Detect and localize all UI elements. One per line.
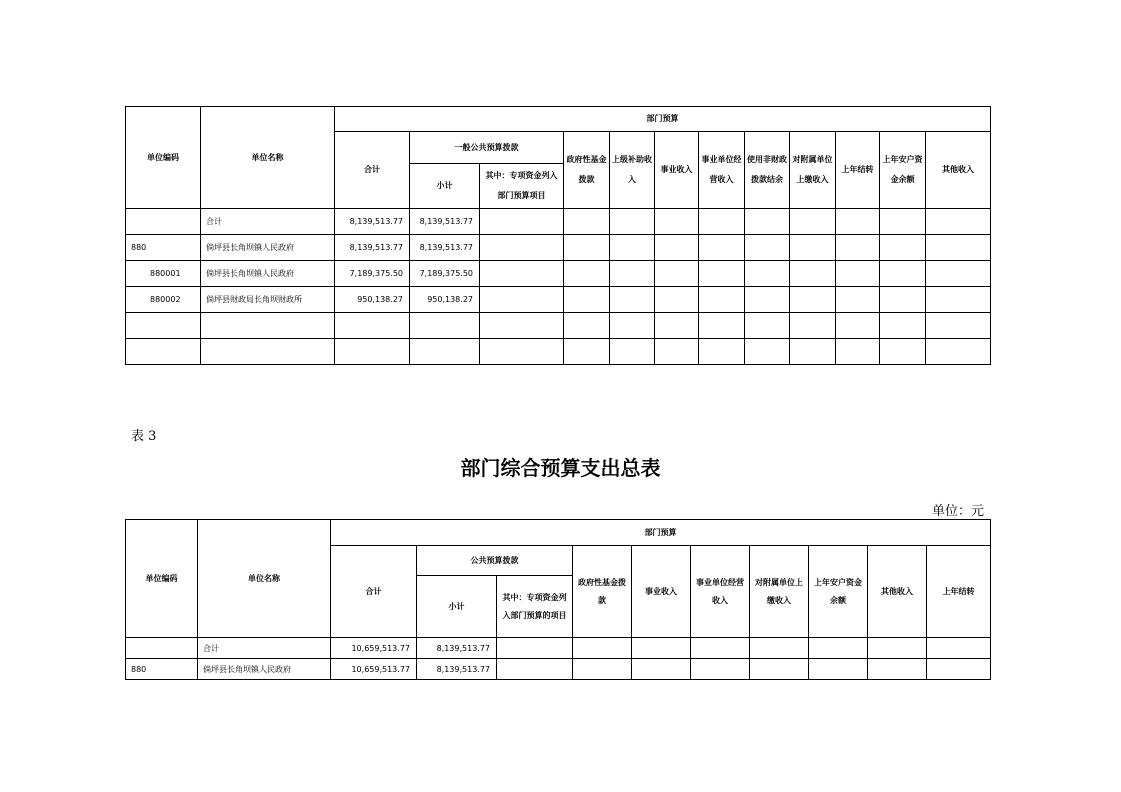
cell-name: 倘坪县长角坝镇人民政府 [201, 261, 335, 287]
cell-subtotal: 7,189,375.50 [410, 261, 480, 287]
cell-code: 880001 [126, 261, 201, 287]
header-total: 合计 [335, 132, 410, 209]
header-lower-units: 对附属单位上缴收入 [790, 132, 836, 209]
cell-total: 10,659,513.77 [331, 638, 417, 659]
cell-name: 合计 [198, 638, 331, 659]
header-carryover: 上年结转 [836, 132, 880, 209]
header-business-income: 事业收入 [632, 546, 691, 638]
header-carryover: 上年结转 [927, 546, 991, 638]
header-subtotal: 小计 [410, 164, 480, 209]
table-row [126, 261, 991, 287]
header-other-income: 其他收入 [868, 546, 927, 638]
header-dept-budget: 部门预算 [331, 520, 991, 546]
header-unit-name: 单位名称 [198, 520, 331, 638]
header-operating-income: 事业单位经营收入 [691, 546, 750, 638]
table-row [126, 638, 991, 659]
cell-subtotal: 950,138.27 [410, 287, 480, 313]
header-unit-name: 单位名称 [201, 107, 335, 209]
cell-total: 7,189,375.50 [335, 261, 410, 287]
header-subtotal: 小计 [417, 576, 497, 638]
cell-total: 8,139,513.77 [335, 235, 410, 261]
revenue-budget-table [125, 106, 991, 365]
table-row-empty [126, 339, 991, 365]
cell-name: 倘坪县长角坝镇人民政府 [201, 235, 335, 261]
table-row [126, 287, 991, 313]
cell-name: 倘坪县长角坝镇人民政府 [198, 659, 331, 680]
header-special-fund: 其中：专项资金列入部门预算项目 [480, 164, 564, 209]
table-row [126, 659, 991, 680]
cell-code: 880 [126, 235, 201, 261]
header-nontax-surplus: 使用非财政拨款结余 [745, 132, 790, 209]
header-superior-subsidy: 上级补助收入 [610, 132, 655, 209]
header-operating-income: 事业单位经营收入 [699, 132, 745, 209]
cell-code [126, 638, 198, 659]
header-prior-year-fund: 上年安户资金余额 [880, 132, 926, 209]
cell-code: 880 [126, 659, 198, 680]
header-special-fund: 其中：专项资金列入部门预算的项目 [497, 576, 573, 638]
cell-name: 合计 [201, 209, 335, 235]
page-title: 部门综合预算支出总表 [460, 456, 661, 480]
unit-label: 单位：元 [932, 504, 985, 519]
header-general-public: 一般公共预算拨款 [410, 132, 564, 164]
header-total: 合计 [331, 546, 417, 638]
table-row [126, 235, 991, 261]
cell-total: 950,138.27 [335, 287, 410, 313]
header-lower-units: 对附属单位上缴收入 [750, 546, 809, 638]
cell-subtotal: 8,139,513.77 [417, 638, 497, 659]
header-other-income: 其他收入 [926, 132, 991, 209]
header-gov-fund: 政府性基金拨款 [564, 132, 610, 209]
cell-name: 倘坪县财政局长角坝财政所 [201, 287, 335, 313]
cell-subtotal: 8,139,513.77 [417, 659, 497, 680]
cell-code [126, 209, 201, 235]
table-row [126, 209, 991, 235]
cell-subtotal: 8,139,513.77 [410, 209, 480, 235]
cell-code: 880002 [126, 287, 201, 313]
cell-subtotal: 8,139,513.77 [410, 235, 480, 261]
header-dept-budget: 部门预算 [335, 107, 991, 132]
header-public-budget: 公共预算拨款 [417, 546, 573, 576]
table-number: 表 3 [131, 429, 157, 444]
header-gov-fund: 政府性基金拨款 [573, 546, 632, 638]
header-unit-code: 单位编码 [126, 107, 201, 209]
header-business-income: 事业收入 [655, 132, 699, 209]
table-row-empty [126, 313, 991, 339]
cell-total: 8,139,513.77 [335, 209, 410, 235]
header-prior-year-fund: 上年安户资金余额 [809, 546, 868, 638]
expenditure-summary-table [125, 519, 991, 680]
header-unit-code: 单位编码 [126, 520, 198, 638]
cell-total: 10,659,513.77 [331, 659, 417, 680]
